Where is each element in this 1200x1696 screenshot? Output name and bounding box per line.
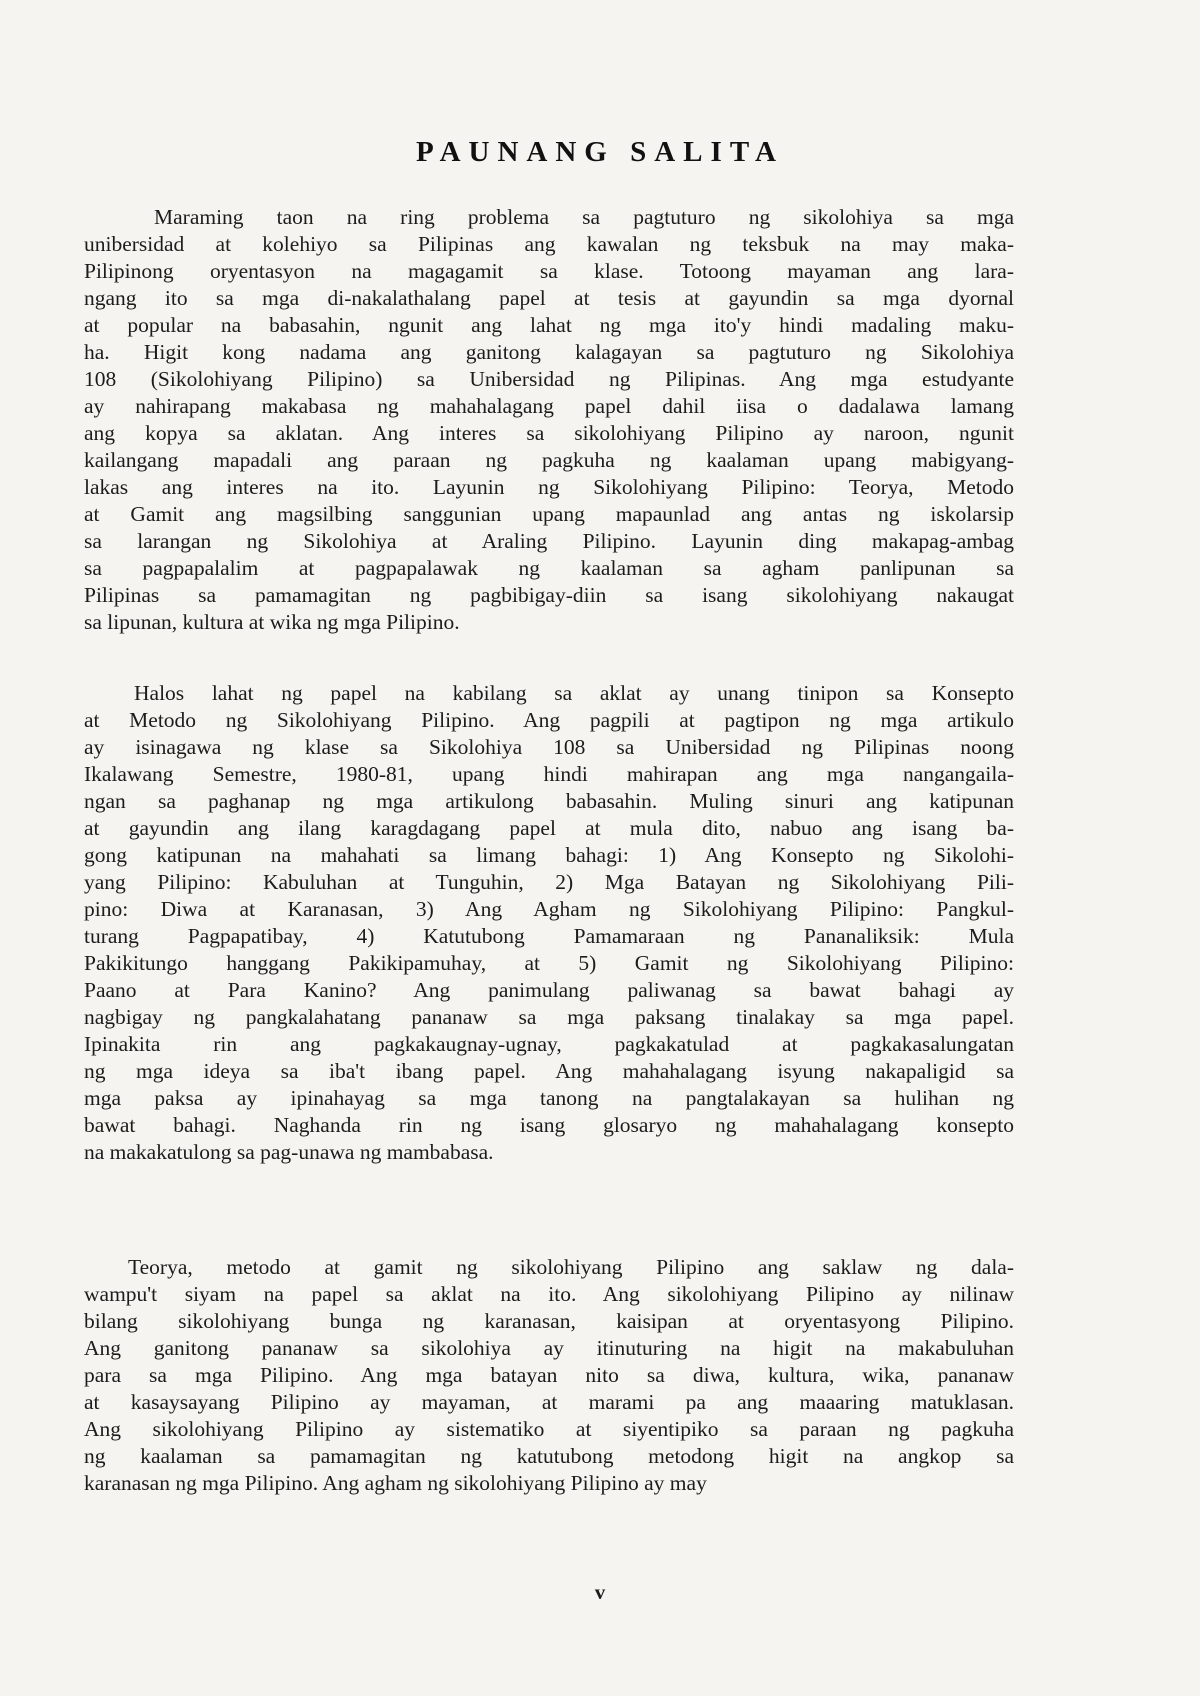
text-line: sa lipunan, kultura at wika ng mga Pilipino. <box>84 610 460 634</box>
text-line: 108 (Sikolohiyang Pilipino) sa Unibersidad ng Pilipinas. Ang mga estudyante <box>84 367 1014 391</box>
paragraph-3 <box>84 1254 1014 1497</box>
text-line: bilang sikolohiyang bunga ng karanasan, kaisipan at oryentasyong Pilipino. <box>84 1309 1014 1333</box>
text-line: at Metodo ng Sikolohiyang Pilipino. Ang pagpili at pagtipon ng mga artikulo <box>84 708 1014 732</box>
text-line: Teorya, metodo at gamit ng sikolohiyang Pilipino ang saklaw ng dala- <box>128 1255 1014 1279</box>
text-line: ay nahirapang makabasa ng mahahalagang papel dahil iisa o dadalawa lamang <box>84 394 1014 418</box>
text-line: Ipinakita rin ang pagkakaugnay-ugnay, pagkakatulad at pagkakasalungatan <box>84 1032 1014 1056</box>
text-line: karanasan ng mga Pilipino. Ang agham ng sikolohiyang Pilipino ay may <box>84 1471 707 1495</box>
text-line: sa larangan ng Sikolohiya at Araling Pilipino. Layunin ding makapag-ambag <box>84 529 1014 553</box>
text-line: yang Pilipino: Kabuluhan at Tunguhin, 2) Mga Batayan ng Sikolohiyang Pili- <box>84 870 1014 894</box>
page-title: PAUNANG SALITA <box>416 136 784 168</box>
text-line: kailangang mapadali ang paraan ng pagkuha ng kaalaman upang mabigyang- <box>84 448 1014 472</box>
text-line: Pilipinas sa pamamagitan ng pagbibigay-diin sa isang sikolohiyang nakaugat <box>84 583 1014 607</box>
text-line: wampu't siyam na papel sa aklat na ito. Ang sikolohiyang Pilipino ay nilinaw <box>84 1282 1014 1306</box>
text-line: lakas ang interes na ito. Layunin ng Sikolohiyang Pilipino: Teorya, Metodo <box>84 475 1014 499</box>
text-line: para sa mga Pilipino. Ang mga batayan nito sa diwa, kultura, wika, pananaw <box>84 1363 1014 1387</box>
page-number: v <box>594 1580 606 1604</box>
text-line: nagbigay ng pangkalahatang pananaw sa mga paksang tinalakay sa mga papel. <box>84 1005 1014 1029</box>
text-line: Pilipinong oryentasyon na magagamit sa klase. Totoong mayaman ang lara- <box>84 259 1014 283</box>
text-line: ng mga ideya sa iba't ibang papel. Ang mahahalagang isyung nakapaligid sa <box>84 1059 1014 1083</box>
text-line: Halos lahat ng papel na kabilang sa aklat ay unang tinipon sa Konsepto <box>134 681 1014 705</box>
paragraph-1 <box>84 204 1014 636</box>
text-line: ngang ito sa mga di-nakalathalang papel at tesis at gayundin sa mga dyornal <box>84 286 1014 310</box>
text-line: Maraming taon na ring problema sa pagtuturo ng sikolohiya sa mga <box>154 205 1014 229</box>
text-line: at kasaysayang Pilipino ay mayaman, at marami pa ang maaaring matuklasan. <box>84 1390 1014 1414</box>
text-line: at popular na babasahin, ngunit ang lahat ng mga ito'y hindi madaling maku- <box>84 313 1014 337</box>
text-line: Ang ganitong pananaw sa sikolohiya ay itinuturing na higit na makabuluhan <box>84 1336 1014 1360</box>
text-line: ng kaalaman sa pamamagitan ng katutubong metodong higit na angkop sa <box>84 1444 1014 1468</box>
text-line: pino: Diwa at Karanasan, 3) Ang Agham ng Sikolohiyang Pilipino: Pangkul- <box>84 897 1014 921</box>
text-line: gong katipunan na mahahati sa limang bahagi: 1) Ang Konsepto ng Sikolohi- <box>84 843 1014 867</box>
text-line: mga paksa ay ipinahayag sa mga tanong na pangtalakayan sa hulihan ng <box>84 1086 1014 1110</box>
text-line: Ang sikolohiyang Pilipino ay sistematiko at siyentipiko sa paraan ng pagkuha <box>84 1417 1014 1441</box>
text-line: ay isinagawa ng klase sa Sikolohiya 108 sa Unibersidad ng Pilipinas noong <box>84 735 1014 759</box>
text-line: ha. Higit kong nadama ang ganitong kalagayan sa pagtuturo ng Sikolohiya <box>84 340 1014 364</box>
text-line: at gayundin ang ilang karagdagang papel at mula dito, nabuo ang isang ba- <box>84 816 1014 840</box>
text-line: Paano at Para Kanino? Ang panimulang paliwanag sa bawat bahagi ay <box>84 978 1014 1002</box>
text-line: at Gamit ang magsilbing sanggunian upang mapaunlad ang antas ng iskolarsip <box>84 502 1014 526</box>
text-line: Pakikitungo hanggang Pakikipamuhay, at 5) Gamit ng Sikolohiyang Pilipino: <box>84 951 1014 975</box>
text-line: ngan sa paghanap ng mga artikulong babasahin. Muling sinuri ang katipunan <box>84 789 1014 813</box>
text-line: sa pagpapalalim at pagpapalawak ng kaalaman sa agham panlipunan sa <box>84 556 1014 580</box>
text-line: na makakatulong sa pag-unawa ng mambabasa. <box>84 1140 494 1164</box>
text-line: bawat bahagi. Naghanda rin ng isang glosaryo ng mahahalagang konsepto <box>84 1113 1014 1137</box>
text-line: Ikalawang Semestre, 1980-81, upang hindi mahirapan ang mga nangangaila- <box>84 762 1014 786</box>
text-line: turang Pagpapatibay, 4) Katutubong Pamamaraan ng Pananaliksik: Mula <box>84 924 1014 948</box>
text-line: unibersidad at kolehiyo sa Pilipinas ang kawalan ng teksbuk na may maka- <box>84 232 1014 256</box>
paragraph-2 <box>84 680 1014 1166</box>
text-line: ang kopya sa aklatan. Ang interes sa sikolohiyang Pilipino ay naroon, ngunit <box>84 421 1014 445</box>
